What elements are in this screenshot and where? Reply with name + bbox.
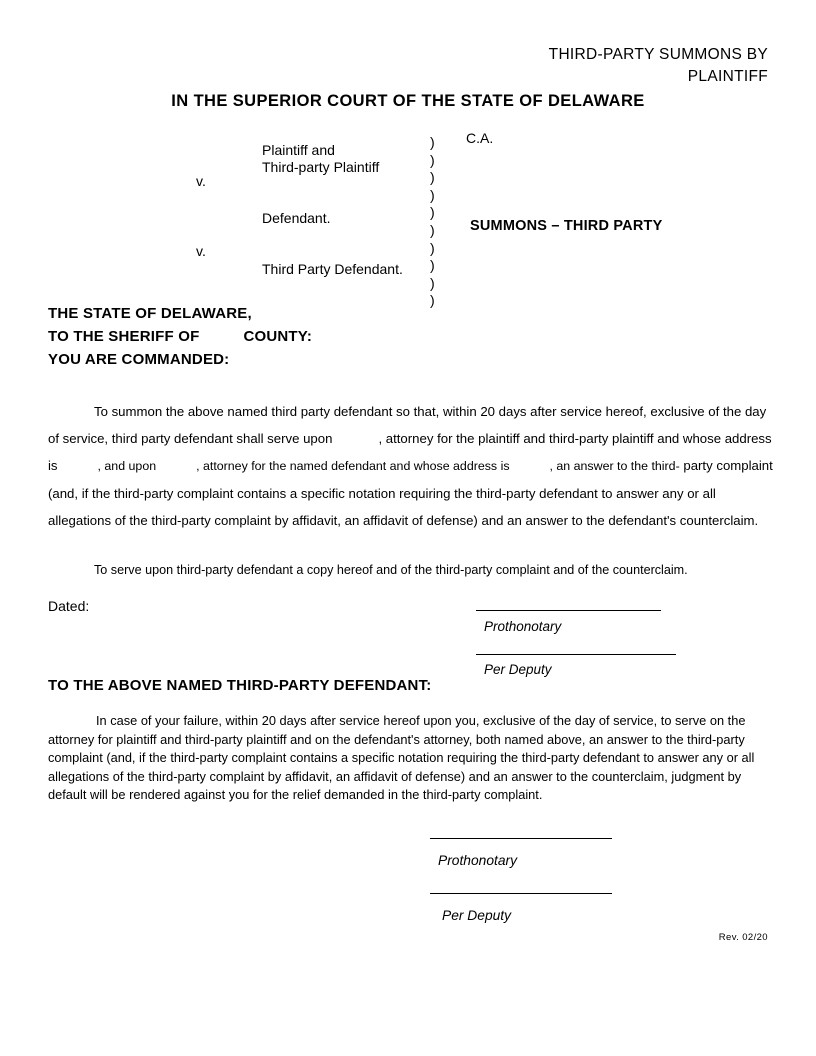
caption-v-second: v. xyxy=(196,243,206,259)
caption-paren: ) xyxy=(430,239,435,256)
caption-paren: ) xyxy=(430,134,435,150)
signature-label-deputy-2: Per Deputy xyxy=(442,908,512,923)
civil-action-label: C.A. xyxy=(466,130,494,146)
state-line: THE STATE OF DELAWARE, xyxy=(48,305,252,322)
caption-paren: ) xyxy=(430,169,435,186)
caption-paren: ) xyxy=(430,221,435,238)
paragraph-serve-copy xyxy=(48,560,774,580)
dated-label: Dated: xyxy=(48,598,90,614)
summons-title: SUMMONS – THIRD PARTY xyxy=(470,218,663,234)
caption-paren: ) xyxy=(430,151,435,168)
to-above-named-heading: TO THE ABOVE NAMED THIRD-PARTY DEFENDANT: xyxy=(48,677,432,694)
para1-seg2: day of service, third party defendant shall serve upon xyxy=(48,404,767,446)
signature-label-prothonotary-2: Prothonotary xyxy=(438,853,517,868)
revision-stamp: Rev. 02/20 xyxy=(718,932,768,943)
para3-text: In case of your failure, within 20 days after service hereof upon you, exclusive of the day of service, to serve on the attorney for plaintiff and third-party plaintiff and on the defendant's attorney, both named above, an answer to the third-party complaint (and, if the third-party complaint contains a specific notation requiring the third-party defendant to answer any or all allegations of the third-party complaint by affidavit, an affidavit of defense) and an answer to the counterclaim, judgment by default will be rendered against you for the relief demanded in the third-party complaint. xyxy=(48,713,755,802)
commanded-line: YOU ARE COMMANDED: xyxy=(48,351,230,368)
signature-line-deputy-1[interactable] xyxy=(476,654,676,655)
paragraph-summon xyxy=(48,398,774,534)
caption-third-party-plaintiff-line: Third-party Plaintiff xyxy=(262,159,380,175)
para1-seg4: whose address is xyxy=(48,431,772,473)
para1-seg3: , attorney for the plaintiff and third-party plaintiff and xyxy=(378,431,680,446)
caption-paren: ) xyxy=(430,186,435,203)
caption-paren: ) xyxy=(430,204,435,221)
caption-party-labels xyxy=(262,142,403,278)
para1-seg6: , attorney for the named defendant and whose address is xyxy=(196,459,510,473)
caption-paren-column xyxy=(430,134,435,310)
county-label: COUNTY: xyxy=(243,328,313,345)
para1-seg8: party complaint (and, if the third-party complaint contains a specific notation requiring the third-party defendant to answer any or all allegations of the third-party complaint by affidavit, an affidavit of defense) and an answer to the defendant's counterclaim. xyxy=(48,458,773,528)
signature-label-prothonotary-1: Prothonotary xyxy=(484,619,562,634)
signature-line-prothonotary-2[interactable] xyxy=(430,838,612,839)
document-header xyxy=(549,44,768,89)
para1-seg7: , an answer to the third- xyxy=(549,459,680,473)
sheriff-line xyxy=(48,325,312,348)
signature-label-deputy-1: Per Deputy xyxy=(484,662,552,677)
paragraph-default-judgment xyxy=(48,712,774,805)
caption-paren: ) xyxy=(430,292,435,309)
court-title: IN THE SUPERIOR COURT OF THE STATE OF DELAWARE xyxy=(171,92,645,110)
header-line-1: THIRD-PARTY SUMMONS BY xyxy=(548,46,768,63)
signature-line-deputy-2[interactable] xyxy=(430,893,612,894)
sheriff-prefix: TO THE SHERIFF OF xyxy=(48,328,200,345)
caption-v-first: v. xyxy=(196,173,206,189)
signature-line-prothonotary-1[interactable] xyxy=(476,610,661,611)
case-caption xyxy=(0,126,816,309)
caption-defendant-line: Defendant. xyxy=(262,210,331,226)
caption-third-party-defendant-line: Third Party Defendant. xyxy=(262,261,403,277)
caption-paren: ) xyxy=(430,274,435,291)
caption-paren: ) xyxy=(430,257,435,274)
para2-text: To serve upon third-party defendant a copy hereof and of the third-party complaint and of the counterclaim. xyxy=(94,563,688,577)
para1-seg1: To summon the above named third party defendant so that, within 20 days after service hereof, exclusive of the xyxy=(94,404,742,419)
header-line-2: PLAINTIFF xyxy=(687,68,768,86)
caption-plaintiff-line: Plaintiff and xyxy=(262,142,335,158)
command-block xyxy=(48,302,312,371)
para1-seg5: , and upon xyxy=(97,459,157,473)
